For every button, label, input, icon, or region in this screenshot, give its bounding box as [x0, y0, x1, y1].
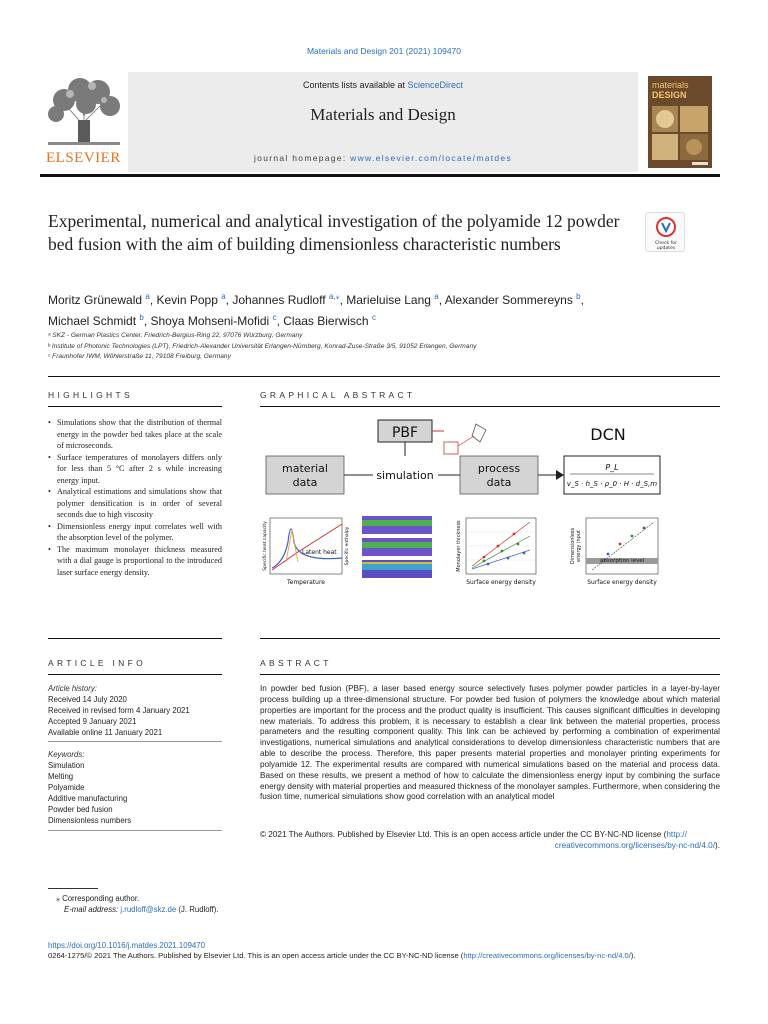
pbf-detail-box	[444, 442, 458, 454]
dcn-formula-numerator: P_L	[605, 463, 619, 472]
dcn-formula-denominator: v_S · h_S · ρ_0 · H · d_S,m	[566, 480, 658, 488]
author-affiliation-marker[interactable]: b	[139, 313, 144, 322]
graphical-abstract-rule	[260, 406, 720, 407]
corresponding-author-note: ⁎ Corresponding author.	[56, 894, 140, 903]
plot1-ylabel-right: Specific enthalpy	[345, 526, 350, 566]
pbf-laser-icon	[472, 424, 486, 442]
license-suffix: ).	[714, 841, 720, 850]
plot3-ylabel: Monolayer thickness	[456, 520, 462, 572]
highlights-bottom-rule	[48, 638, 222, 639]
article-history-label: Article history:	[48, 684, 97, 693]
affiliation-a: ᵃ SKZ - German Plastics Center, Friedrich-Bergius-Ring 22, 97076 Würzburg, Germany	[48, 332, 303, 339]
plot1-ylabel-left: Specific heat capacity	[263, 521, 268, 571]
check-for-updates-button[interactable]	[645, 212, 685, 252]
monolayer-thickness-plot	[456, 518, 536, 586]
homepage-prefix: journal homepage:	[253, 153, 351, 163]
license-prefix: © 2021 The Authors. Published by Elsevier Ltd. This is an open access article under the CC BY-NC-ND license (	[260, 830, 667, 839]
sciencedirect-link[interactable]: ScienceDirect	[407, 80, 464, 90]
author-name[interactable]: Alexander Sommereyns	[444, 293, 573, 307]
material-data-label-1: material	[282, 462, 328, 475]
author-name[interactable]: Marieluise Lang	[346, 293, 431, 307]
author-name[interactable]: Johannes Rudloff	[232, 293, 326, 307]
highlight-item: • Simulations show that the distribution of thermal energy in the powder bed takes place at the scale of microseconds.	[48, 417, 222, 452]
accepted-date: Accepted 9 January 2021	[48, 717, 137, 726]
email-link[interactable]: j.rudloff@skz.de	[120, 905, 177, 914]
abstract-heading: ABSTRACT	[260, 658, 332, 668]
highlights-heading: HIGHLIGHTS	[48, 390, 133, 400]
simulation-label: simulation	[376, 469, 434, 482]
dcn-label: DCN	[590, 425, 626, 444]
author-affiliation-marker[interactable]: a,⁎	[328, 292, 340, 301]
article-info-rule	[48, 674, 222, 675]
cover-title-design: DESIGN	[652, 90, 687, 100]
plot1-xlabel: Temperature	[286, 579, 326, 586]
footnote-rule	[48, 888, 98, 889]
online-date: Available online 11 January 2021	[48, 728, 163, 737]
dcn-formula-box	[564, 456, 660, 494]
received-date: Received 14 July 2020	[48, 695, 127, 704]
graphical-abstract-bottom-rule	[260, 638, 720, 639]
contents-prefix: Contents lists available at	[302, 80, 408, 90]
highlight-item: • Dimensionless energy input correlates well with the absorption level of the polymer.	[48, 521, 222, 544]
material-data-label-2: data	[292, 476, 318, 489]
keyword-item: Dimensionless numbers	[48, 816, 132, 825]
author-name[interactable]: Kevin Popp	[156, 293, 218, 307]
author-list: Moritz Grünewald $^a$, Kevin Popp $^a$, Johannes Rudloff $^{a,⁎}$, Marieluise Lang $^a$, Alexander Sommereyns $^b$, Michael Schmidt $^b$, Shoya Mohseni-Mofidi $^c$, Claas Bierwisch $^c$	[48, 292, 584, 328]
abstract-rule	[260, 674, 720, 675]
revised-date: Received in revised form 4 January 2021	[48, 706, 190, 715]
doi-link[interactable]: https://doi.org/10.1016/j.matdes.2021.109470	[48, 941, 205, 950]
license-link-start[interactable]: http://	[666, 830, 687, 839]
arrow-head-icon	[556, 470, 564, 480]
email-note	[64, 905, 219, 914]
plot4-xlabel: Surface energy density	[587, 579, 657, 586]
affiliation-b: ᵇ Institute of Photonic Technologies (LPT), Friedrich-Alexander Universität Erlangen-Nürnberg, Konrad-Zuse-Straße 3/5, 91052 Erlangen, Germany	[48, 343, 477, 350]
journal-reference[interactable]: Materials and Design 201 (2021) 109470	[306, 46, 462, 56]
keyword-item: Powder bed fusion	[48, 805, 113, 814]
journal-homepage	[128, 153, 638, 163]
author-affiliation-marker[interactable]: b	[576, 292, 581, 301]
keywords-rule	[48, 741, 222, 742]
check-updates-label-b: updates	[656, 246, 676, 251]
latent-heat-annotation: Latent heat	[302, 549, 337, 556]
article-info-bottom-rule	[48, 830, 222, 831]
article-info-heading: ARTICLE INFO	[48, 658, 147, 668]
pbf-label: PBF	[391, 425, 419, 441]
issn-prefix: 0264-1275/© 2021 The Authors. Published by Elsevier Ltd. This is an open access article under the CC BY-NC-ND license (	[48, 951, 464, 960]
license-link-rest[interactable]: creativecommons.org/licenses/by-nc-nd/4.0/	[554, 841, 715, 850]
heat-capacity-plot	[262, 518, 350, 586]
highlights-list	[48, 417, 222, 578]
author-affiliation-marker[interactable]: a	[221, 292, 226, 301]
article-title: Experimental, numerical and analytical investigation of the polyamide 12 powder bed fusion with the aim of building dimensionless characteristic numbers	[48, 211, 620, 254]
homepage-link[interactable]: www.elsevier.com/locate/matdes	[350, 153, 512, 163]
dimensionless-energy-plot	[570, 518, 658, 586]
highlight-item: • Surface temperatures of monolayers differs only for less than 5 °C after 2 s while increasing energy input.	[48, 452, 222, 487]
abstract-license-link	[260, 841, 720, 850]
process-data-label-2: data	[486, 476, 512, 489]
particle-simulation-image	[362, 516, 432, 578]
graphical-abstract-heading: GRAPHICAL ABSTRACT	[260, 390, 416, 400]
highlight-item: • The maximum monolayer thickness measured with a dial gauge is proportional to the introduced laser surface energy density.	[48, 544, 222, 579]
keyword-item: Polyamide	[48, 783, 85, 792]
absorption-level-annotation: absorption level	[600, 558, 645, 564]
issn-license-line	[48, 951, 636, 960]
check-updates-icon	[646, 213, 686, 253]
keyword-item: Simulation	[48, 761, 85, 770]
author-affiliation-marker[interactable]: a	[434, 292, 439, 301]
contents-line	[128, 80, 638, 90]
abstract-license-line	[260, 830, 720, 841]
plot4-ylabel-1: Dimensionless	[570, 527, 576, 565]
email-label: E-mail address:	[64, 905, 121, 914]
issn-suffix: ).	[630, 951, 636, 960]
email-suffix: (J. Rudloff).	[176, 905, 219, 914]
author-affiliation-marker[interactable]: c	[272, 313, 277, 322]
highlight-item: • Analytical estimations and simulations show that polymer densification is in order of several seconds due to high viscosity	[48, 486, 222, 521]
cover-title-materials: materials	[652, 80, 689, 90]
header-rule	[40, 174, 720, 177]
affiliation-rule	[48, 376, 720, 377]
plot4-ylabel-2: energy input	[576, 530, 582, 562]
author-name[interactable]: Moritz Grünewald	[48, 293, 143, 307]
author-name[interactable]: Shoya Mohseni-Mofidi	[150, 314, 270, 328]
keyword-item: Additive manufacturing	[48, 794, 128, 803]
keyword-item: Melting	[48, 772, 74, 781]
keywords-label: Keywords:	[48, 750, 85, 759]
issn-license-link[interactable]: http://creativecommons.org/licenses/by-nc-nd/4.0/	[463, 951, 631, 960]
highlights-rule	[48, 406, 222, 407]
check-updates-label-a: Check for	[655, 241, 677, 246]
elsevier-wordmark: ELSEVIER	[46, 150, 121, 166]
graphical-abstract-figure[interactable]	[258, 412, 722, 592]
pbf-connector	[458, 436, 474, 446]
journal-title: Materials and Design	[310, 105, 456, 124]
author-affiliation-marker[interactable]: a	[145, 292, 150, 301]
affiliation-c: ᶜ Fraunhofer IWM, Wöhlerstraße 11, 79108 Freiburg, Germany	[48, 353, 231, 360]
author-name[interactable]: Michael Schmidt	[48, 314, 137, 328]
process-data-label-1: process	[477, 462, 521, 475]
author-name[interactable]: Claas Bierwisch	[283, 314, 369, 328]
author-affiliation-marker[interactable]: c	[371, 313, 376, 322]
plot3-xlabel: Surface energy density	[466, 579, 536, 586]
abstract-text: In powder bed fusion (PBF), a laser based energy source selectively fuses polymer powder particles in a layer-by-layer process building up a three-dimensional structure. For powder bed fusion of polymers the knowledge about which material properties are important for the process and the product quality is insufficient. This causes significant difficulties in developing new materials. To address this problem, it is necessary to establish a clear link between the material properties, process parameters and the resulting component quality. This link can be achieved by performing a combination of experimental investigations, numerical simulations and analytical considerations to develop dimensionless characteristic numbers that are able to describe the process. Therefore, this paper presents material properties and monolayer printing experiments for polyamide 12. The experimental results are compared with numerical simulations based on the material and process data. Based on these results, we present a method of how to calculate the dimensionless energy input by combining the surface energy density with material properties and measured thickness of the monolayer samples. Furthermore, when considering the fusion time, numerical simulations show good correlation with an analytical model	[260, 684, 720, 802]
